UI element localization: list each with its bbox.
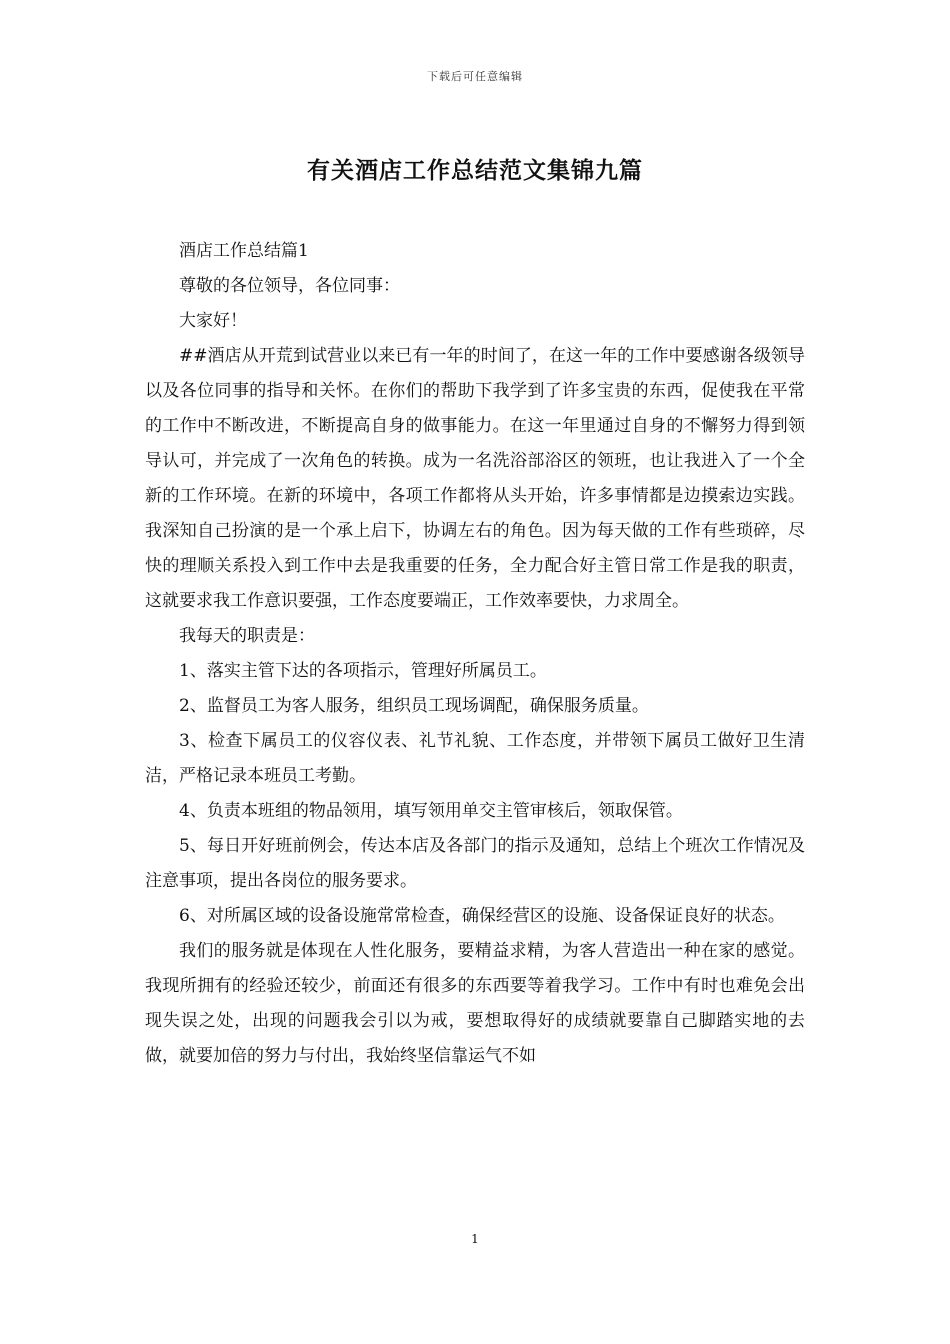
page-number: 1: [471, 1232, 479, 1246]
section-heading: 酒店工作总结篇1: [179, 241, 309, 261]
header-note: 下载后可任意编辑: [427, 70, 523, 83]
greeting: 大家好！: [179, 311, 247, 331]
salutation: 尊敬的各位领导，各位同事：: [179, 276, 400, 296]
duty-item: 5、每日开好班前例会，传达本店及各部门的指示及通知，总结上个班次工作情况及注意事项，提出各岗位的服务要求。: [145, 836, 805, 891]
document-title: 有关酒店工作总结范文集锦九篇: [307, 157, 643, 184]
duty-item: 4、负责本班组的物品领用，填写领用单交主管审核后，领取保管。: [179, 801, 683, 821]
duty-item: 3、检查下属员工的仪容仪表、礼节礼貌、工作态度，并带领下属员工做好卫生清洁，严格记录本班员工考勤。: [145, 731, 805, 786]
intro-paragraph: ##酒店从开荒到试营业以来已有一年的时间了，在这一年的工作中要感谢各级领导以及各位同事的指导和关怀。在你们的帮助下我学到了许多宝贵的东西，促使我在平常的工作中不断改进，不断提高自身的做事能力。在这一年里通过自身的不懈努力得到领导认可，并完成了一次角色的转换。成为一名洗浴部浴区的领班，也让我进入了一个全新的工作环境。在新的环境中，各项工作都将从头开始，许多事情都是边摸索边实践。我深知自己扮演的是一个承上启下，协调左右的角色。因为每天做的工作有些琐碎，尽快的理顺关系投入到工作中去是我重要的任务，全力配合好主管日常工作是我的职责，这就要求我工作意识要强，工作态度要端正，工作效率要快，力求周全。: [145, 346, 805, 611]
duties-heading: 我每天的职责是：: [179, 626, 315, 646]
duty-item: 6、对所属区域的设备设施常常检查，确保经营区的设施、设备保证良好的状态。: [179, 906, 785, 926]
closing-paragraph: 我们的服务就是体现在人性化服务，要精益求精，为客人营造出一种在家的感觉。我现所拥有的经验还较少，前面还有很多的东西要等着我学习。工作中有时也难免会出现失误之处，出现的问题我会引以为戒，要想取得好的成绩就要靠自己脚踏实地的去做，就要加倍的努力与付出，我始终坚信靠运气不如: [145, 941, 805, 1066]
duty-item: 2、监督员工为客人服务，组织员工现场调配，确保服务质量。: [179, 696, 649, 716]
document-body: [145, 234, 805, 1074]
duty-item: 1、落实主管下达的各项指示，管理好所属员工。: [179, 661, 547, 681]
